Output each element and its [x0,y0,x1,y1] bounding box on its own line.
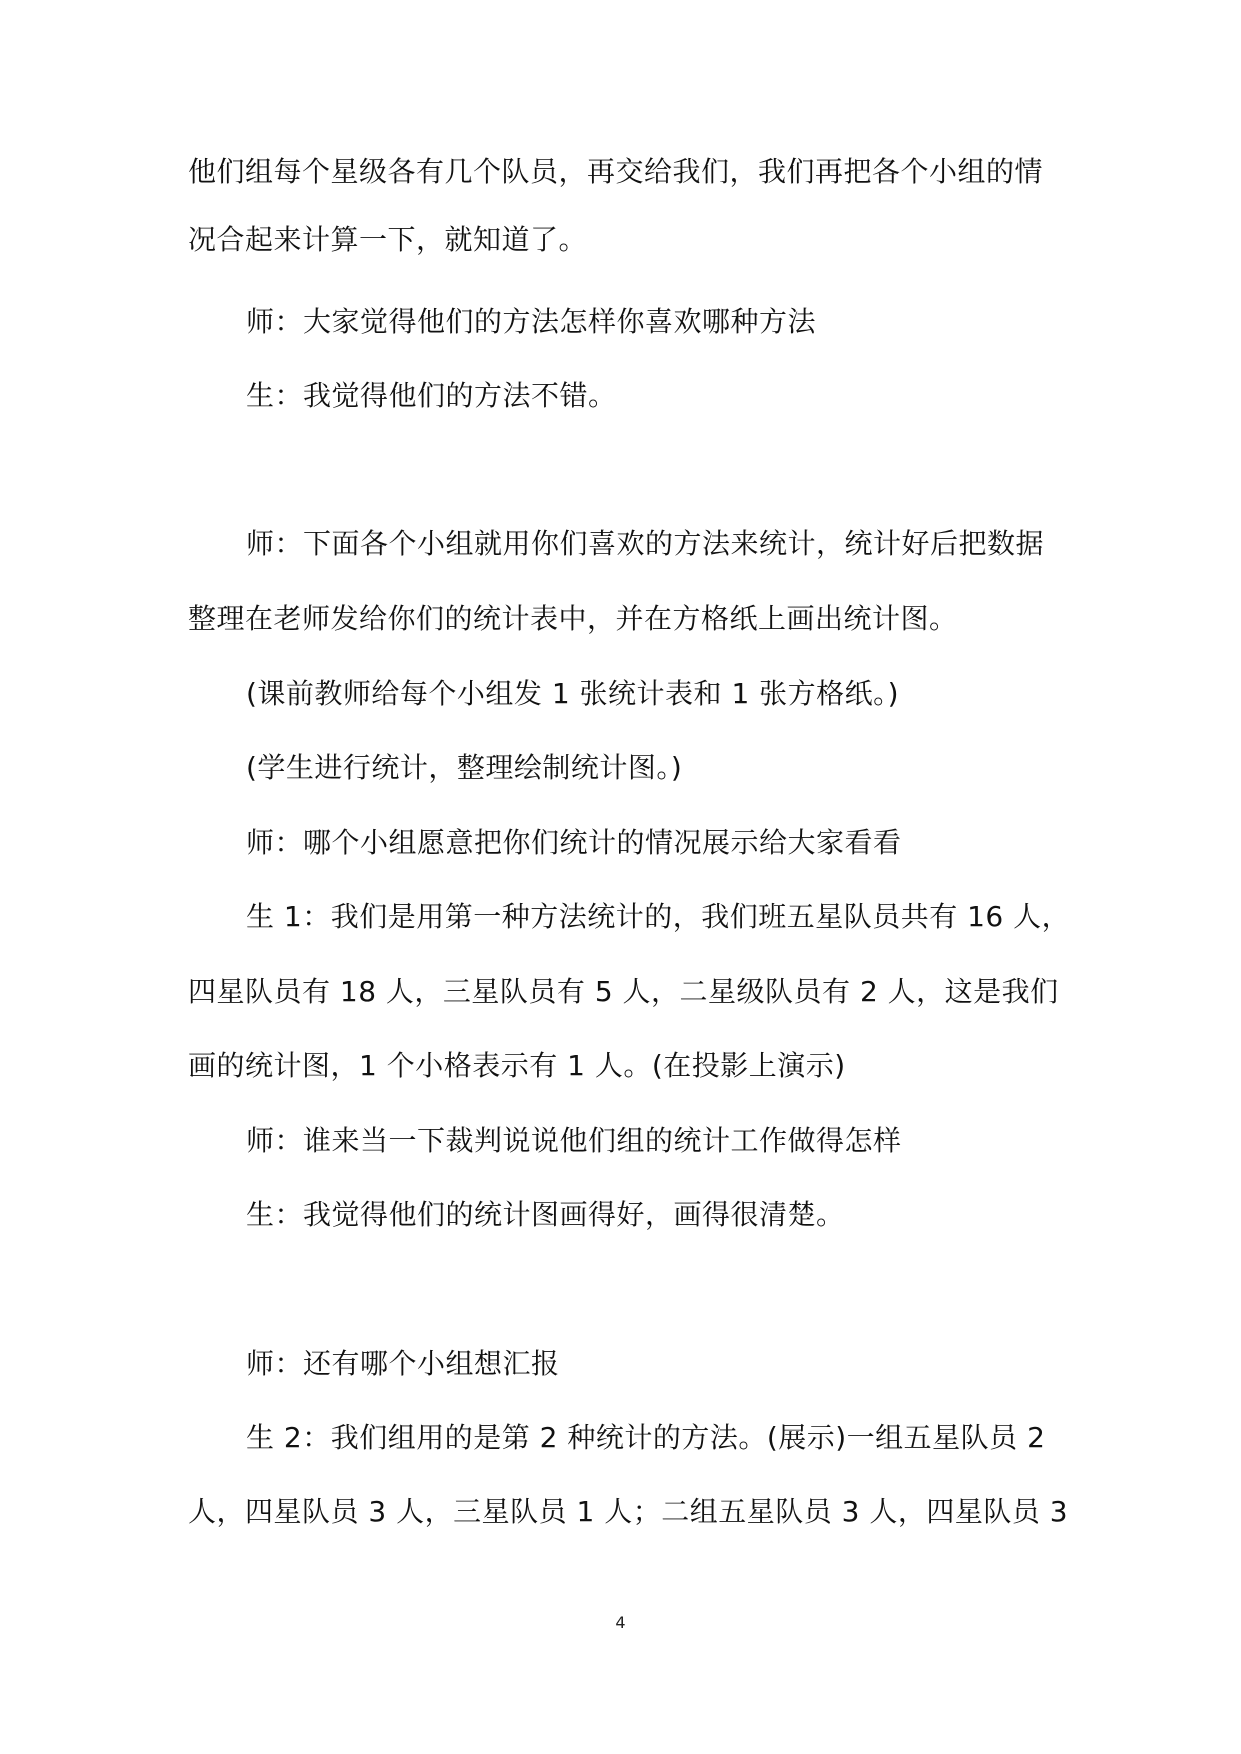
text-line: 况合起来计算一下，就知道了。 [188,223,588,256]
text-line: 师：下面各个小组就用你们喜欢的方法来统计，统计好后把数据 [246,527,1045,560]
text-line: 生 2：我们组用的是第 2 种统计的方法。(展示)一组五星队员 2 [246,1421,1046,1454]
text-line: (课前教师给每个小组发 1 张统计表和 1 张方格纸。) [246,677,900,710]
text-line: 生 1：我们是用第一种方法统计的，我们班五星队员共有 16 人， [246,900,1071,933]
text-line: 画的统计图，1 个小格表示有 1 人。(在投影上演示) [188,1049,846,1082]
text-line: 整理在老师发给你们的统计表中，并在方格纸上画出统计图。 [188,602,958,635]
text-line: 师：还有哪个小组想汇报 [246,1347,560,1380]
text-line: 人，四星队员 3 人，三星队员 1 人；二组五星队员 3 人，四星队员 3 [188,1495,1069,1528]
text-line: 他们组每个星级各有几个队员，再交给我们，我们再把各个小组的情 [188,155,1044,188]
text-line: (学生进行统计，整理绘制统计图。) [246,751,683,784]
text-line: 师：大家觉得他们的方法怎样你喜欢哪种方法 [246,305,817,338]
text-line: 师：哪个小组愿意把你们统计的情况展示给大家看看 [246,826,902,859]
text-line: 生：我觉得他们的统计图画得好，画得很清楚。 [246,1198,845,1231]
text-line: 四星队员有 18 人，三星队员有 5 人，二星级队员有 2 人，这是我们 [188,975,1059,1008]
text-line: 生：我觉得他们的方法不错。 [246,379,617,412]
text-line: 师：谁来当一下裁判说说他们组的统计工作做得怎样 [246,1124,902,1157]
page-number: 4 [615,1613,626,1632]
